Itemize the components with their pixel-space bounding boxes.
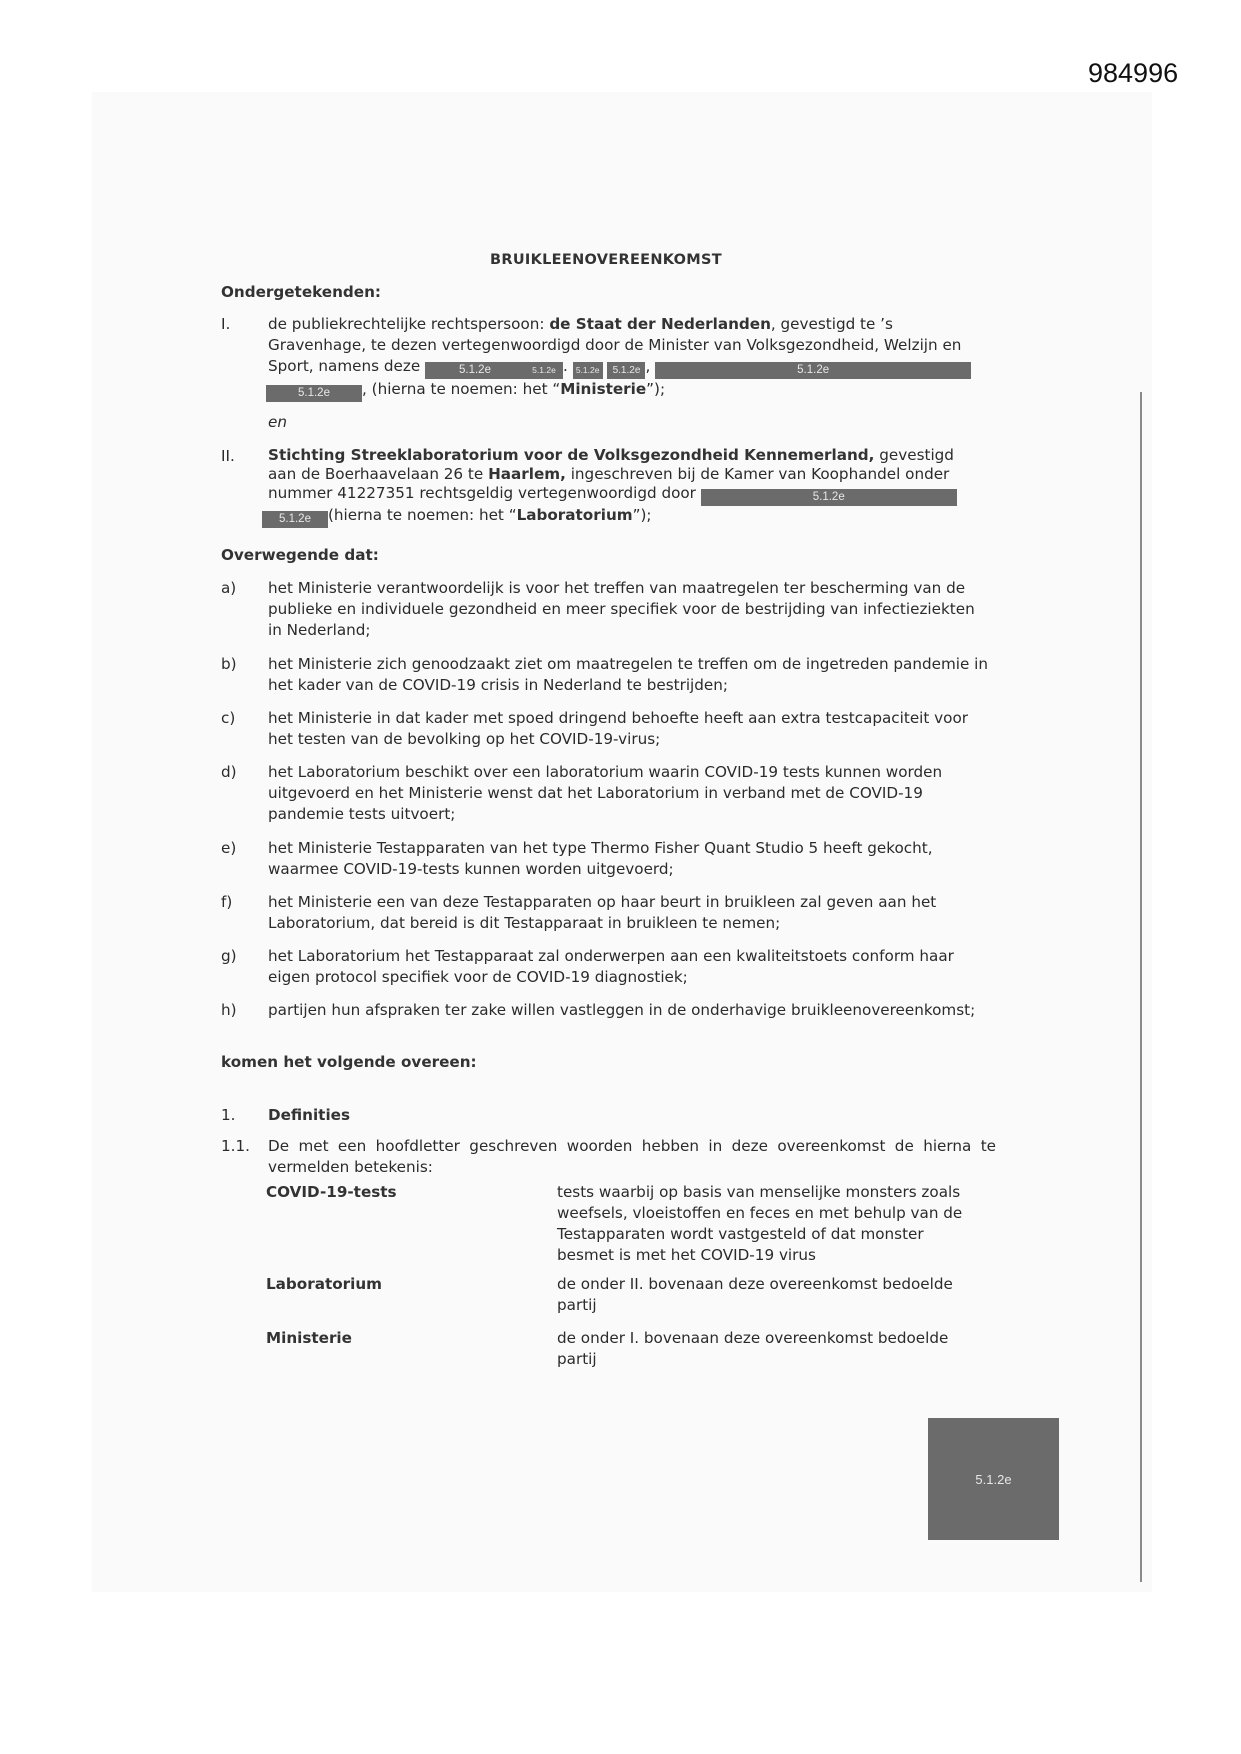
- consideration-text: het Ministerie Testapparaten van het type Thermo Fisher Quant Studio 5 heeft gekocht, waarmee COVID-19-tests kunnen worden uitgevoerd;: [268, 839, 933, 878]
- margin-line: [1140, 392, 1142, 1582]
- section-title: Definities: [268, 1106, 350, 1124]
- consideration-marker: c): [221, 709, 236, 727]
- consideration-text: het Ministerie een van deze Testapparaten op haar beurt in bruikleen zal geven aan het Laboratorium, dat bereid is dit Testapparaat in bruikleen te nemen;: [268, 893, 937, 932]
- party-2-marker: II.: [221, 447, 235, 465]
- agreement-heading: komen het volgende overeen:: [221, 1053, 477, 1071]
- consideration-marker: h): [221, 1001, 237, 1019]
- text: Sport, namens deze: [268, 357, 425, 375]
- party-1-marker: I.: [221, 315, 231, 333]
- consideration-marker: g): [221, 947, 237, 965]
- party-1-name: de Staat der Nederlanden: [549, 315, 771, 333]
- defined-term: Ministerie: [560, 380, 647, 398]
- text: nummer 41227351 rechtsgeldig vertegenwoordigd door: [268, 484, 701, 502]
- party-2-line-2: [268, 465, 1008, 484]
- redaction: 5.1.2e: [525, 362, 563, 379]
- signature-redaction: 5.1.2e: [928, 1418, 1059, 1540]
- text: de publiekrechtelijke rechtspersoon:: [268, 315, 550, 333]
- party-1-line-4: [266, 379, 1008, 402]
- document-title: BRUIKLEENOVEREENKOMST: [490, 252, 722, 268]
- definition-text: de onder II. bovenaan deze overeenkomst bedoelde partij: [557, 1275, 953, 1314]
- text: ”);: [632, 506, 652, 524]
- text: gevestigd: [874, 446, 954, 464]
- redaction: 5.1.2e: [607, 362, 645, 379]
- connector-en: en: [268, 413, 287, 431]
- consideration-marker: a): [221, 579, 237, 597]
- consideration-marker: e): [221, 839, 237, 857]
- definition-term: Laboratorium: [266, 1275, 382, 1293]
- party-2-line-3: [268, 484, 1008, 506]
- definition-text: tests waarbij op basis van menselijke monsters zoals weefsels, vloeistoffen en feces en met behulp van de Testapparaten wordt vastgesteld of dat monster besmet is met het COVID-19 virus: [557, 1183, 963, 1264]
- party-1-line-2: Gravenhage, te dezen vertegenwoordigd door de Minister van Volksgezondheid, Welzijn en: [268, 336, 962, 354]
- separator: .: [563, 357, 573, 375]
- redaction: 5.1.2e: [701, 489, 957, 506]
- consideration-marker: f): [221, 893, 233, 911]
- consideration-marker: b): [221, 655, 237, 673]
- consideration-text: het Laboratorium het Testapparaat zal onderwerpen aan een kwaliteitstoets conform haar eigen protocol specifiek voor de COVID-19 diagnostiek;: [268, 947, 954, 986]
- consideration-text: het Laboratorium beschikt over een laboratorium waarin COVID-19 tests kunnen worden uitgevoerd en het Ministerie wenst dat het Laboratorium in verband met de COVID-19 pandemie tests uitvoert;: [268, 763, 943, 823]
- section-number: 1.: [221, 1106, 236, 1124]
- text: ingeschreven bij de Kamer van Koophandel onder: [565, 465, 950, 483]
- consideration-text: partijen hun afspraken ter zake willen vastleggen in de onderhavige bruikleenovereenkomst;: [268, 1001, 976, 1019]
- party-2-line-4: [262, 506, 1008, 528]
- text: aan de Boerhaavelaan 26 te: [268, 465, 489, 483]
- document-id: 984996: [1088, 58, 1179, 88]
- clause-number: 1.1.: [221, 1137, 250, 1155]
- party-1-line-3: [268, 356, 1008, 379]
- consideration-text: het Ministerie verantwoordelijk is voor het treffen van maatregelen ter bescherming van de publieke en individuele gezondheid en meer specifiek voor de bestrijding van infectieziekten in Nederland;: [268, 579, 975, 639]
- consideration-text: het Ministerie in dat kader met spoed dringend behoefte heeft aan extra testcapaciteit voor het testen van de bevolking op het COVID-19-virus;: [268, 709, 968, 748]
- redaction: 5.1.2e: [573, 362, 603, 379]
- definition-term: Ministerie: [266, 1329, 352, 1347]
- redaction: 5.1.2e: [655, 362, 971, 379]
- defined-term: Laboratorium: [516, 506, 633, 524]
- party-1-block: [268, 314, 1008, 402]
- party-1-line-1: [268, 314, 1008, 335]
- text: , (hierna te noemen: het “: [362, 380, 561, 398]
- text: ”);: [646, 380, 666, 398]
- text: (hierna te noemen: het “: [328, 506, 517, 524]
- party-2-block: [268, 446, 1008, 528]
- party-2-line-1: [268, 446, 1008, 465]
- separator: ,: [645, 357, 656, 375]
- redaction: 5.1.2e: [425, 362, 525, 379]
- text: , gevestigd te ’s: [770, 315, 893, 333]
- redaction: 5.1.2e: [262, 511, 328, 528]
- party-2-name: Stichting Streeklaboratorium voor de Volksgezondheid Kennemerland,: [268, 446, 875, 464]
- definition-text: de onder I. bovenaan deze overeenkomst bedoelde partij: [557, 1329, 949, 1368]
- considerations-heading: Overwegende dat:: [221, 546, 379, 564]
- clause-text: De met een hoofdletter geschreven woorden hebben in deze overeenkomst de hierna te vermelden betekenis:: [268, 1137, 996, 1176]
- consideration-marker: d): [221, 763, 237, 781]
- city: Haarlem,: [488, 465, 566, 483]
- redaction: 5.1.2e: [266, 385, 362, 402]
- consideration-text: het Ministerie zich genoodzaakt ziet om maatregelen te treffen om de ingetreden pandemie in het kader van de COVID-19 crisis in Nederland te bestrijden;: [268, 655, 988, 694]
- definition-term: COVID-19-tests: [266, 1183, 397, 1201]
- parties-heading: Ondergetekenden:: [221, 283, 381, 301]
